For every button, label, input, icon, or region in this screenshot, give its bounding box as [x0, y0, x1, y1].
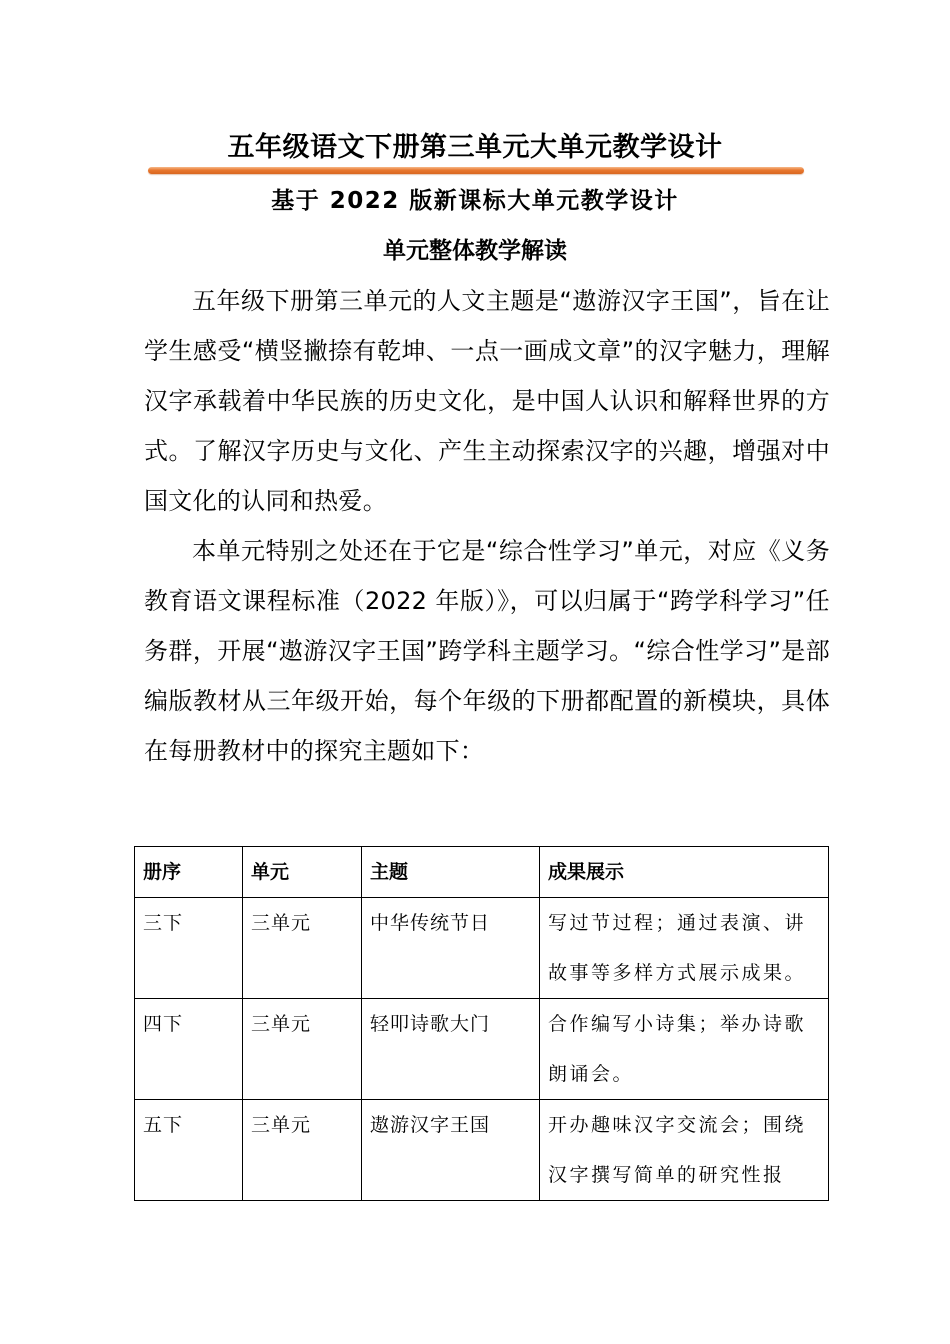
table-cell: 三单元 — [243, 999, 362, 1100]
table-cell: 轻叩诗歌大门 — [362, 999, 540, 1100]
table-cell: 写过节过程；通过表演、讲故事等多样方式展示成果。 — [540, 898, 829, 999]
table-cell: 合作编写小诗集；举办诗歌朗诵会。 — [540, 999, 829, 1100]
table-cell: 遨游汉字王国 — [362, 1100, 540, 1201]
table-cell: 四下 — [135, 999, 243, 1100]
table-cell: 三单元 — [243, 898, 362, 999]
table-cell: 五下 — [135, 1100, 243, 1201]
table-row — [135, 1100, 829, 1201]
document-title: 五年级语文下册第三单元大单元教学设计 — [227, 132, 723, 163]
column-header: 成果展示 — [540, 847, 829, 898]
body-text — [144, 276, 830, 776]
column-header: 主题 — [362, 847, 540, 898]
column-header: 册序 — [135, 847, 243, 898]
table-row — [135, 999, 829, 1100]
paragraph: 五年级下册第三单元的人文主题是“遨游汉字王国”，旨在让学生感受“横竖撇捺有乾坤、一点一画成文章”的汉字魅力，理解汉字承载着中华民族的历史文化，是中国人认识和解释世界的方式。了解汉字历史与文化、产生主动探索汉字的兴趣，增强对中国文化的认同和热爱。 — [144, 287, 830, 515]
table-cell: 三单元 — [243, 1100, 362, 1201]
table-header-row — [135, 847, 829, 898]
title-underline-rule — [148, 167, 804, 174]
paragraph: 本单元特别之处还在于它是“综合性学习”单元，对应《义务教育语文课程标准（2022 年版）》，可以归属于“跨学科学习”任务群，开展“遨游汉字王国”跨学科主题学习。“综合性学习”是部编版教材从三年级开始，每个年级的下册都配置的新模块，具体在每册教材中的探究主题如下： — [144, 537, 830, 765]
theme-table — [134, 846, 828, 1201]
section-heading: 单元整体教学解读 — [383, 238, 567, 264]
column-header: 单元 — [243, 847, 362, 898]
theme-table-grid — [134, 846, 829, 1201]
table-cell: 开办趣味汉字交流会；围绕汉字撰写简单的研究性报 — [540, 1100, 829, 1201]
table-row — [135, 898, 829, 999]
table-cell: 三下 — [135, 898, 243, 999]
table-cell: 中华传统节日 — [362, 898, 540, 999]
document-subtitle: 基于 2022 版新课标大单元教学设计 — [271, 188, 679, 214]
